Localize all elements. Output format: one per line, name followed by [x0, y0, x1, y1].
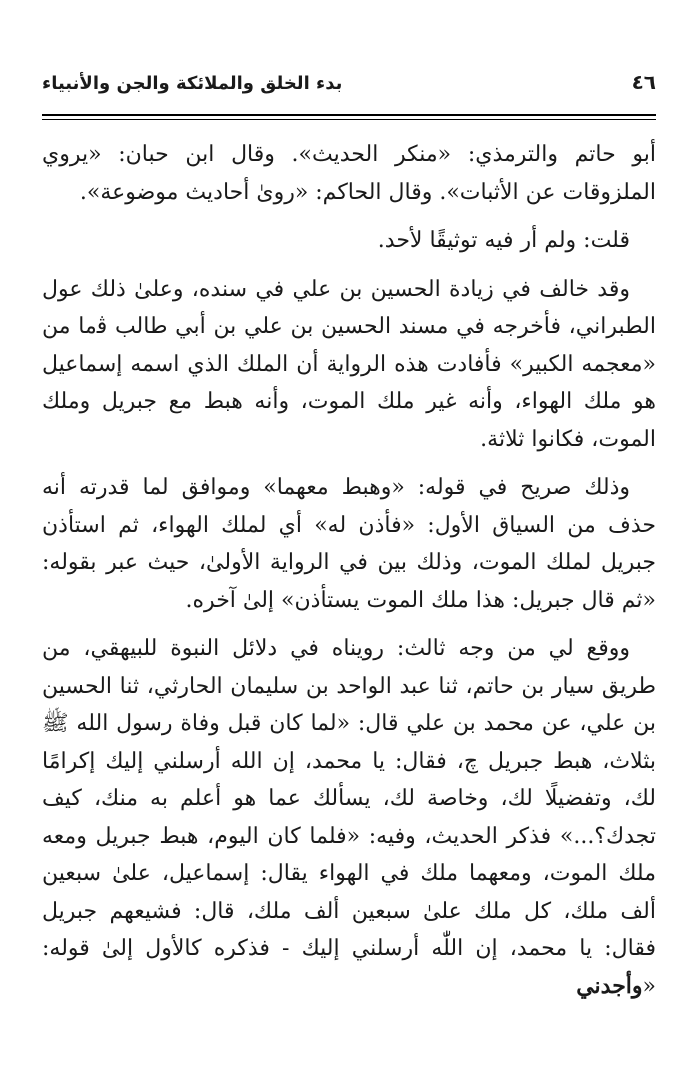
paragraph-5 [42, 630, 656, 1005]
paragraph-5-bold-tail: وأجدني [576, 972, 643, 999]
page-number: ٤٦ [631, 70, 656, 94]
paragraph-2: قلت: ولم أر فيه توثيقًا لأحد. [377, 228, 630, 253]
paragraph-5-text: ووقع لي من وجه ثالث: رويناه في دلائل النبوة للبيهقي، من طريق سيار بن حاتم، ثنا عبد الواحد بن سليمان الحارثي، ثنا الحسين بن علي، عن محمد بن علي قال: «لما كان قبل وفاة رسول الله ﷺ بثلاث، هبط جبريل ﭺ، فقال: يا محمد، إن الله أرسلني إليك إكرامًا لك، وتفضيلًا لك، وخاصة لك، يسألك عما هو أعلم به منك، كيف تجدك؟...» فذكر الحديث، وفيه: «فلما كان اليوم، هبط جبريل ومعه ملك الموت، ومعهما ملك في الهواء يقال: إسماعيل، علىٰ سبعين ألف ملك، كل ملك علىٰ سبعين ألف ملك، قال: فشيعهم جبريل فقال: يا محمد، إن اللّٰه أرسلني إليك - فذكره كالأول إلىٰ قوله: « [42, 636, 656, 999]
paragraph-4: وذلك صريح في قوله: «وهبط معهما» وموافق لما قدرته أنه حذف من السياق الأول: «فأذن له» أي لملك الهواء، ثم استأذن جبريل لملك الموت، وذلك بين في الرواية الأولىٰ، حيث عبر بقوله: «ثم قال جبريل: هذا ملك الموت يستأذن» إلىٰ آخره. [42, 475, 656, 613]
running-title: بدء الخلق والملائكة والجن والأنبياء [42, 73, 343, 94]
header-rule-thick [42, 114, 656, 116]
running-header [42, 70, 656, 110]
header-rule-thin [42, 119, 656, 120]
paragraph-3: وقد خالف في زيادة الحسين بن علي في سنده، وعلىٰ ذلك عول الطبراني، فأخرجه في مسند الحسين بن علي بن أبي طالب ﭬما من «معجمه الكبير» فأفادت هذه الرواية أن الملك الذي اسمه إسماعيل هو ملك الهواء، وأنه غير ملك الموت، وأنه هبط مع جبريل وملك الموت، فكانوا ثلاثة. [42, 276, 656, 452]
paragraph-1: أبو حاتم والترمذي: «منكر الحديث». وقال ابن حبان: «يروي الملزوقات عن الأثبات». وقال الحاكم: «روىٰ أحاديث موضوعة». [42, 142, 656, 205]
